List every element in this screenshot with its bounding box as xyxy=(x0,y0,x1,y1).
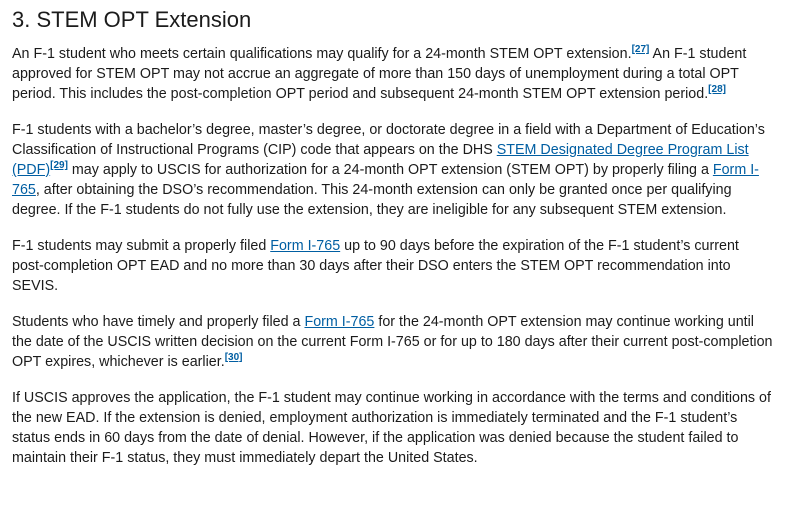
footnote-link[interactable]: [30] xyxy=(224,352,243,364)
footnote-ref-28[interactable] xyxy=(708,84,726,95)
paragraph-3 xyxy=(12,236,773,296)
paragraph-2 xyxy=(12,120,773,220)
paragraph-text: F-1 students may submit a properly filed xyxy=(12,238,271,254)
paragraph-text: for the 24-month OPT extension may continue working until the date of the USCIS written decision on the current Form I-765 or for up to 180 days after their current post-completion OPT expires, whichever is earlier. xyxy=(12,314,773,370)
footnote-ref-27[interactable] xyxy=(632,44,650,55)
paragraph-text: F-1 students with a bachelor’s degree, master’s degree, or doctorate degree in a field with a Department of Education’s Classification of Instructional Programs (CIP) code that appears on the DHS xyxy=(12,122,765,158)
paragraph-5 xyxy=(12,388,773,468)
section-heading: 3. STEM OPT Extension xyxy=(12,7,252,32)
footnote-link[interactable]: [28] xyxy=(708,84,726,96)
paragraph-text: If USCIS approves the application, the F-1 student may continue working in accordance with the terms and conditions of the new EAD. If the extension is denied, employment authorization is immediately terminated and the F-1 student’s status ends in 60 days from the date of denial. However, if the application was denied because the student failed to maintain their F-1 status, they must immediately depart the United States. xyxy=(12,390,771,466)
paragraph-1 xyxy=(12,44,773,104)
form-i765-link[interactable]: Form I-765 xyxy=(12,162,759,198)
paragraph-text: , after obtaining the DSO’s recommendation. This 24-month extension can only be granted once per qualifying degree. If the F-1 students do not fully use the extension, they are ineligible for any subsequent STEM extension. xyxy=(12,182,732,218)
footnote-link[interactable]: [27] xyxy=(631,44,650,56)
stem-degree-list-link[interactable]: STEM Designated Degree Program List (PDF) xyxy=(12,142,749,178)
paragraph-text: Students who have timely and properly filed a xyxy=(12,314,305,330)
paragraph-text: An F-1 student who meets certain qualifications may qualify for a 24-month STEM OPT extension. xyxy=(12,46,632,62)
footnote-link[interactable]: [29] xyxy=(50,160,68,172)
paragraph-text: may apply to USCIS for authorization for a 24-month OPT extension (STEM OPT) by properly filing a xyxy=(67,162,713,178)
paragraph-text: An F-1 student approved for STEM OPT may not accrue an aggregate of more than 150 days of unemployment during a total OPT period. This includes the post-completion OPT period and subsequent 24-month STEM OPT extension period. xyxy=(12,46,747,102)
footnote-ref-29[interactable] xyxy=(50,160,68,171)
form-i765-link[interactable]: Form I-765 xyxy=(304,314,375,330)
paragraph-text: up to 90 days before the expiration of the F-1 student’s current post-completion OPT EAD and no more than 30 days after their DSO enters the STEM OPT recommendation into SEVIS. xyxy=(12,238,739,294)
footnote-ref-30[interactable] xyxy=(225,352,243,363)
paragraph-4 xyxy=(12,312,773,372)
form-i765-link[interactable]: Form I-765 xyxy=(270,238,341,254)
